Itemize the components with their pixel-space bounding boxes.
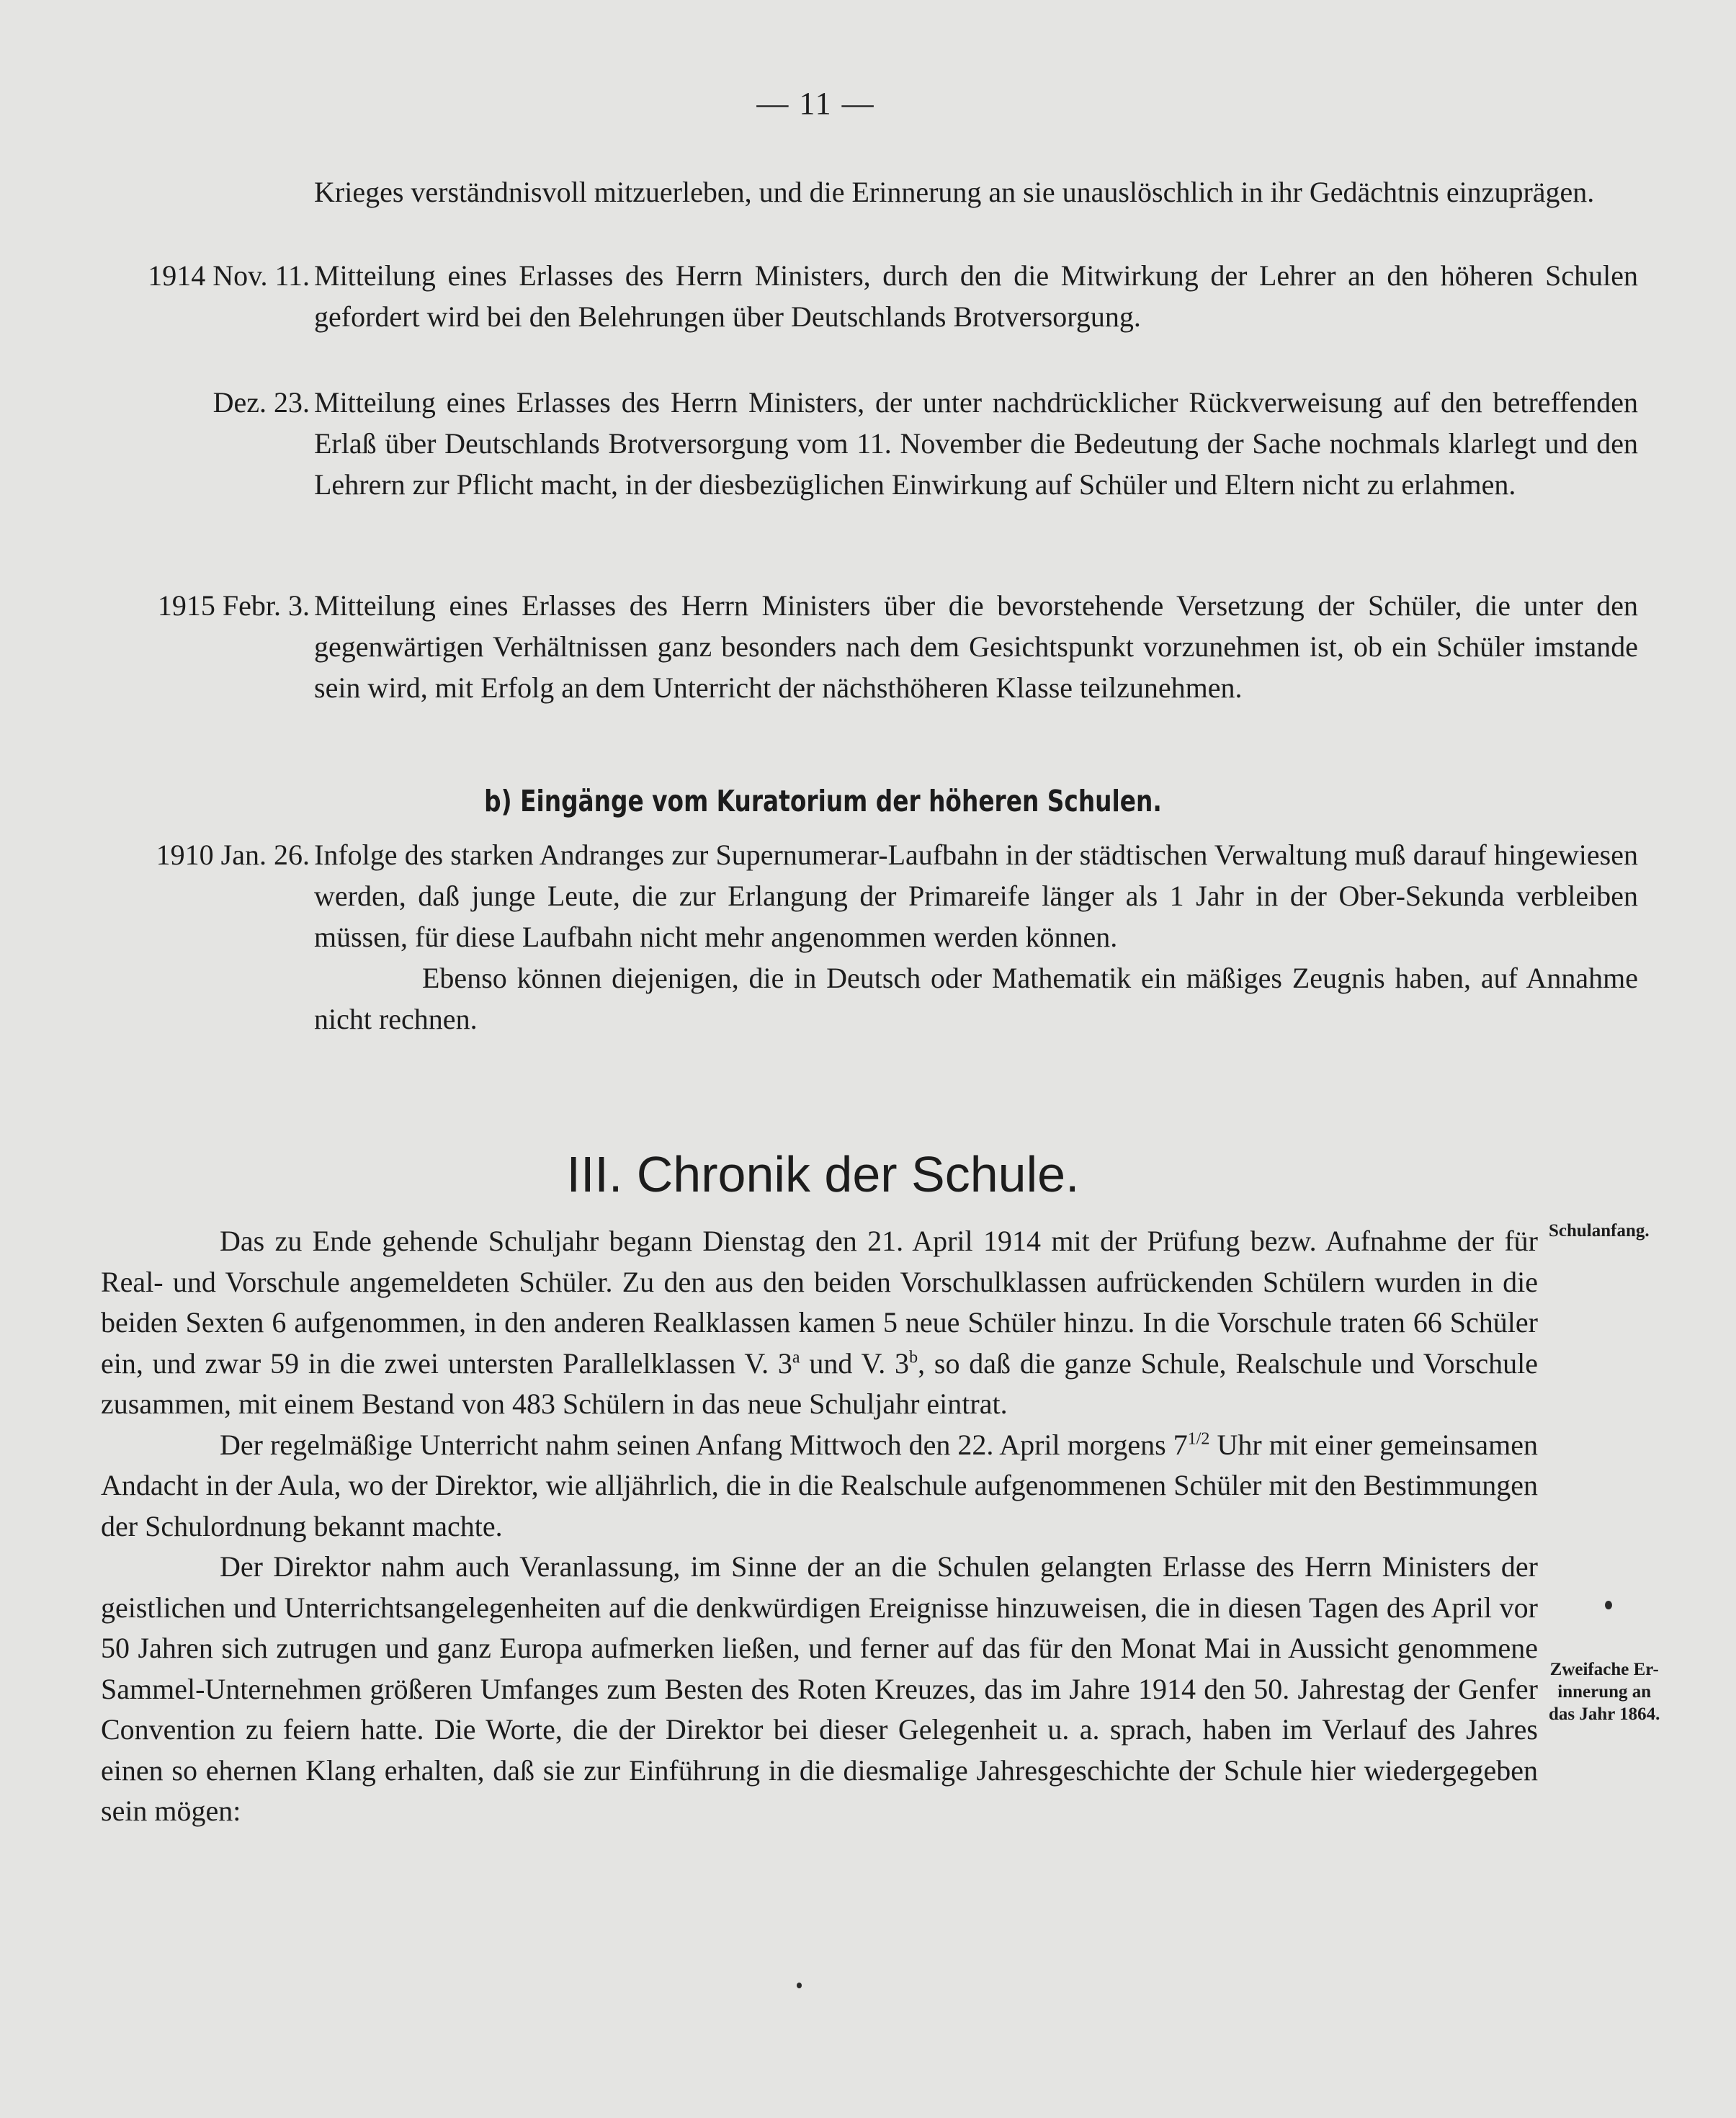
text-run: und V. 3 [800, 1346, 910, 1380]
chronik-paragraph-3: Der Direktor nahm auch Veranlassung, im Sinne der an die Schulen gelangten Erlasse des Herrn Ministers der geistlichen und Unterrichtsangelegenheiten auf die denkwürdigen Ereignisse hinzuweisen, die in diesen Tagen des April vor 50 Jahren sich zutrugen und ganz Europa aufmerken ließen, und ferner auf das für den Monat Mai in Aussicht genommene Sammel-Unternehmen größeren Umfanges zum Besten des Roten Kreuzes, das im Jahre 1914 den 50. Jahrestag der Genfer Convention zu feiern hatte. Die Worte, die der Direktor bei dieser Gelegenheit u. a. sprach, haben im Verlauf des Jahres einen so ehernen Klang erhalten, daß sie zur Einführung in die diesmalige Jahresgeschichte der Schule hier wiedergegeben sein mögen: [101, 1550, 1538, 1827]
margin-note-zweifache-erinnerung [1549, 1658, 1660, 1725]
margin-note-line: das Jahr 1864. [1549, 1704, 1660, 1724]
text-run: , so daß die ganze Schule, Realschule und Vorschule zusammen, mit einem Bestand von 483 Schülern in das neue Schuljahr eintrat. [101, 1346, 1539, 1420]
entry-date: 1915 Febr. 3. [157, 589, 310, 622]
margin-note-line: innerung an [1557, 1682, 1652, 1702]
entry-date: 1914 Nov. 11. [148, 259, 310, 292]
entry-text: Mitteilung eines Erlasses des Herrn Ministers, durch den die Mitwirkung der Lehrer an den höheren Schulen gefordert wird bei den Belehrungen über Deutschlands Brotversorgung. [314, 259, 1638, 333]
fraction: 1/2 [1187, 1429, 1210, 1449]
entry-paragraph: Infolge des starken Andranges zur Supernumerar-Laufbahn in der städtischen Verwaltung muß darauf hingewiesen werden, daß junge Leute, die zur Erlangung der Primareife länger als 1 Jahr in der Ober-Sekunda verbleiben müssen, für diese Laufbahn nicht mehr angenommen werden können. [314, 839, 1638, 953]
margin-note-line: Zweifache Er- [1549, 1660, 1659, 1679]
entry-text: Mitteilung eines Erlasses des Herrn Ministers, der unter nachdrücklicher Rückverweisung auf den betreffenden Erlaß über Deutschlands Brotversorgung vom 11. November die Bedeutung der Sache nochmals klarlegt und den Lehrern zur Pflicht macht, in der diesbezüglichen Einwirkung auf Schüler und Eltern nicht zu erlahmen. [314, 386, 1638, 501]
entry-paragraph: Ebenso können diejenigen, die in Deutsch oder Mathematik ein mäßiges Zeugnis haben, auf Annahme nicht rechnen. [314, 962, 1638, 1035]
text-run: Der regelmäßige Unterricht nahm seinen Anfang Mittwoch den 22. April morgens 7 [220, 1428, 1188, 1461]
superscript: b [909, 1348, 918, 1367]
chapter-title: III. Chronik der Schule. [566, 1146, 1080, 1202]
text-run: Uhr mit einer gemeinsamen Andacht in der Aula, wo der Direktor, wie alljährlich, die in die Realschule aufgenommenen Schüler mit den Bestimmungen der Schulordnung bekannt machte. [101, 1428, 1538, 1542]
ink-speck [1605, 1601, 1612, 1609]
entry-text: Mitteilung eines Erlasses des Herrn Ministers über die bevorstehende Versetzung der Schüler, die unter den gegenwärtigen Verhältnissen ganz besonders nach dem Gesichtspunkt vorzunehmen ist, ob ein Schüler imstande sein wird, mit Erfolg an dem Unterricht der nächsthöheren Klasse teilzunehmen. [314, 589, 1638, 704]
entry-text [314, 834, 1638, 1040]
entry-date: Dez. 23. [212, 386, 310, 419]
chronik-paragraph-1 [101, 1221, 1538, 1425]
superscript: a [792, 1348, 800, 1367]
chronik-body [101, 1221, 1538, 1832]
entry-date: 1910 Jan. 26. [156, 839, 310, 871]
entry-text: Krieges verständnisvoll mitzuerleben, und die Erinnerung an sie unauslöschlich in ihr Gedächtnis einzuprägen. [314, 176, 1595, 208]
ink-speck [797, 1983, 802, 1988]
margin-note-schulanfang: Schulanfang. [1549, 1221, 1650, 1241]
text-run: Das zu Ende gehende Schuljahr begann Dienstag den 21. April 1914 mit der Prüfung bezw. Aufnahme der für Real- und Vorschule angemeldeten Schüler. Zu den aus den beiden Vorschulklassen aufrückenden Schülern wurden in die beiden Sexten 6 aufgenommen, in den anderen Realklassen kamen 5 neue Schüler hinzu. In die Vorschule traten 66 Schüler ein, und zwar 59 in die zwei untersten Parallelklassen V. 3 [101, 1225, 1538, 1380]
chronik-paragraph-2 [101, 1425, 1538, 1547]
section-subheading: b) Eingänge vom Kuratorium der höheren Schulen. [484, 784, 1162, 818]
page-number: — 11 — [756, 86, 875, 121]
